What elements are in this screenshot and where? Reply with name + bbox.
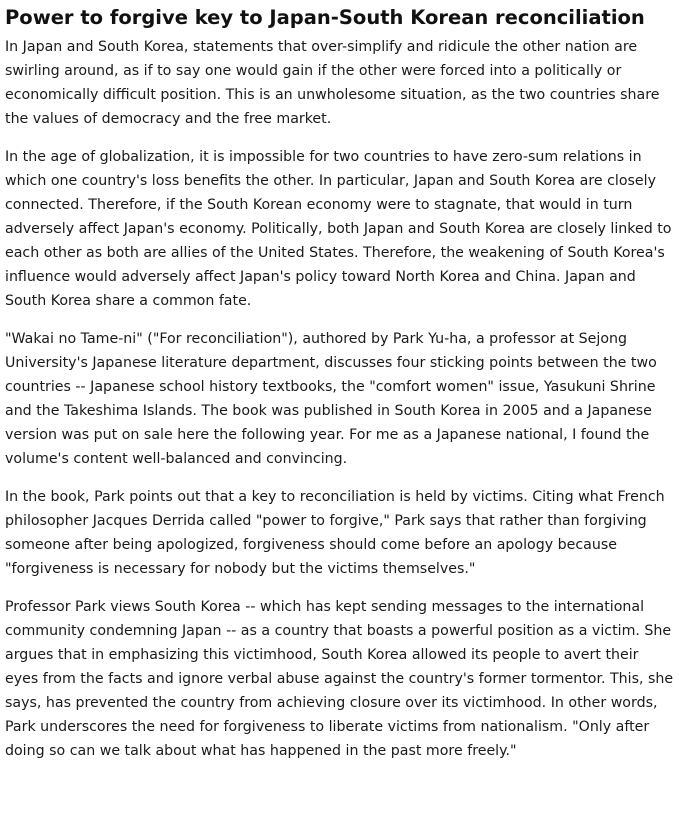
article-paragraph-3: "Wakai no Tame-ni" ("For reconciliation"), authored by Park Yu-ha, a professor at Sejong University's Japanese literature department, discusses four sticking points between the two countries -- Japanese school history textbooks, the "comfort women" issue, Yasukuni Shrine and the Takeshima Islands. The book was published in South Korea in 2005 and a Japanese version was put on sale here the following year. For me as a Japanese national, I found the volume's content well-balanced and convincing. (5, 331, 657, 467)
article-paragraph-1: In Japan and South Korea, statements that over-simplify and ridicule the other nation are swirling around, as if to say one would gain if the other were forced into a politically or economically difficult position. This is an unwholesome situation, as the two countries share the values of democracy and the free market. (5, 39, 660, 127)
article-paragraph-2: In the age of globalization, it is impossible for two countries to have zero-sum relations in which one country's loss benefits the other. In particular, Japan and South Korea are closely connected. Therefore, if the South Korean economy were to stagnate, that would in turn adversely affect Japan's economy. Politically, both Japan and South Korea are closely linked to each other as both are allies of the United States. Therefore, the weakening of South Korea's influence would adversely affect Japan's policy toward North Korea and China. Japan and South Korea share a common fate. (5, 149, 672, 309)
article-title: Power to forgive key to Japan-South Korean reconciliation (5, 6, 645, 29)
article-paragraph-4: In the book, Park points out that a key to reconciliation is held by victims. Citing what French philosopher Jacques Derrida called "power to forgive," Park says that rather than forgiving someone after being apologized, forgiveness should come before an apology because "forgiveness is necessary for nobody but the victims themselves." (5, 489, 665, 577)
article-paragraph-5: Professor Park views South Korea -- which has kept sending messages to the international community condemning Japan -- as a country that boasts a powerful position as a victim. She argues that in emphasizing this victimhood, South Korea allowed its people to avert their eyes from the facts and ignore verbal abuse against the country's former tormentor. This, she says, has prevented the country from achieving closure over its victimhood. In other words, Park underscores the need for forgiveness to liberate victims from nationalism. "Only after doing so can we talk about what has happened in the past more freely." (5, 599, 674, 759)
